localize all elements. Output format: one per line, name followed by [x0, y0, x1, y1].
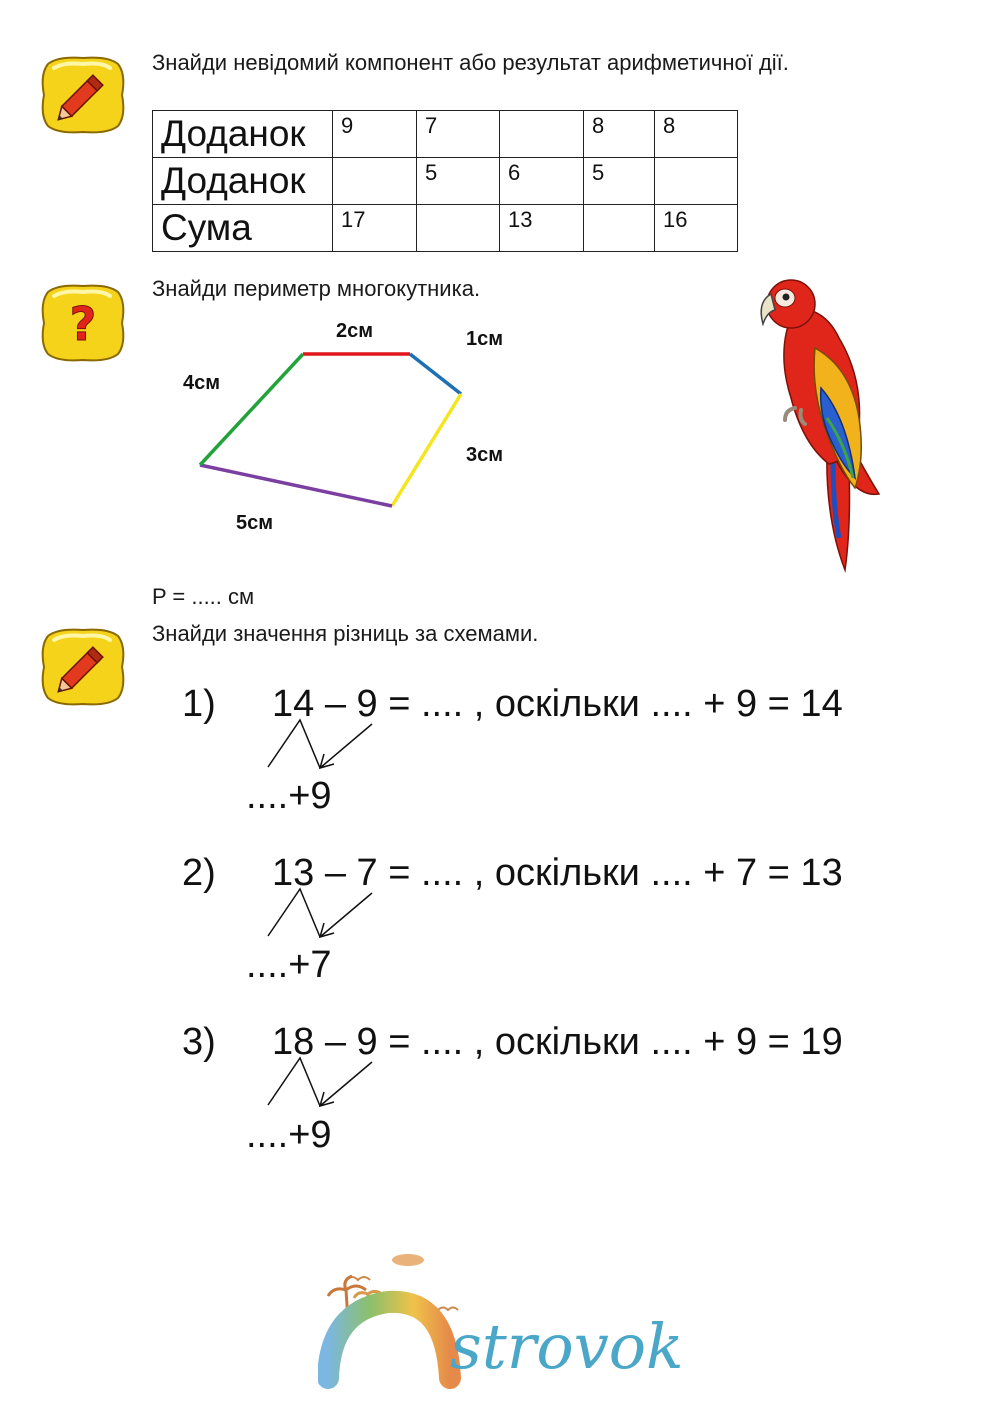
- table-cell[interactable]: [333, 158, 417, 205]
- scheme-hint[interactable]: ....+9: [246, 775, 332, 817]
- table-cell[interactable]: [500, 111, 584, 158]
- minuend: 18: [272, 1021, 315, 1063]
- polygon-figure: [190, 340, 480, 520]
- scheme-hint[interactable]: ....+9: [246, 1114, 332, 1156]
- task3-instruction: Знайди значення різниць за схемами.: [152, 621, 539, 646]
- side-right-top: [410, 354, 461, 394]
- item-number: 2): [182, 852, 216, 894]
- row-label: Сума: [153, 205, 333, 252]
- side-bottom: [200, 465, 392, 506]
- split-arrow-scheme: [262, 712, 382, 772]
- split-arrow-scheme: [262, 1050, 382, 1110]
- row-label: Доданок: [153, 158, 333, 205]
- side-label-left: 4см: [183, 372, 221, 394]
- table-cell[interactable]: 17: [333, 205, 417, 252]
- ostrovok-logo: [318, 1250, 758, 1390]
- item-number: 3): [182, 1021, 216, 1063]
- table-row: [153, 158, 738, 205]
- task2-instruction: Знайди периметр многокутника.: [152, 276, 481, 301]
- question-icon: [38, 278, 128, 368]
- equation-rest: – 9 = .... , оскільки .... + 9 = 19: [314, 1021, 843, 1063]
- table-row: [153, 111, 738, 158]
- table-cell[interactable]: 6: [500, 158, 584, 205]
- row-label: Доданок: [153, 111, 333, 158]
- item-number: 1): [182, 683, 216, 725]
- side-label-right-top: 1см: [466, 328, 504, 350]
- side-left: [200, 354, 303, 465]
- side-right: [392, 394, 461, 506]
- pencil-icon: [38, 622, 128, 712]
- table-cell[interactable]: 7: [417, 111, 500, 158]
- table-cell[interactable]: 16: [655, 205, 738, 252]
- split-arrow-scheme: [262, 881, 382, 941]
- table-cell[interactable]: 13: [500, 205, 584, 252]
- side-label-top: 2см: [336, 320, 374, 342]
- table-cell[interactable]: 9: [333, 111, 417, 158]
- sum-table: [152, 110, 738, 252]
- task1-instruction: Знайди невідомий компонент або результат арифметичної дії.: [152, 50, 789, 75]
- minuend: 13: [272, 852, 315, 894]
- parrot-illustration: [755, 268, 895, 578]
- logo-text: strovok: [450, 1310, 684, 1383]
- equation-rest: – 9 = .... , оскільки .... + 9 = 14: [314, 683, 843, 725]
- scheme-hint[interactable]: ....+7: [246, 944, 332, 986]
- table-cell[interactable]: 5: [417, 158, 500, 205]
- perimeter-answer[interactable]: P = ..... см: [152, 584, 255, 609]
- side-label-bottom: 5см: [236, 512, 274, 534]
- table-cell[interactable]: 8: [655, 111, 738, 158]
- equation-rest: – 7 = .... , оскільки .... + 7 = 13: [314, 852, 843, 894]
- table-row: [153, 205, 738, 252]
- table-cell[interactable]: 5: [584, 158, 655, 205]
- table-cell[interactable]: [584, 205, 655, 252]
- table-cell[interactable]: [655, 158, 738, 205]
- svg-text:?: ?: [69, 297, 97, 351]
- pencil-icon: [38, 50, 128, 140]
- table-cell[interactable]: 8: [584, 111, 655, 158]
- side-label-right: 3см: [466, 444, 504, 466]
- minuend: 14: [272, 683, 315, 725]
- table-cell[interactable]: [417, 205, 500, 252]
